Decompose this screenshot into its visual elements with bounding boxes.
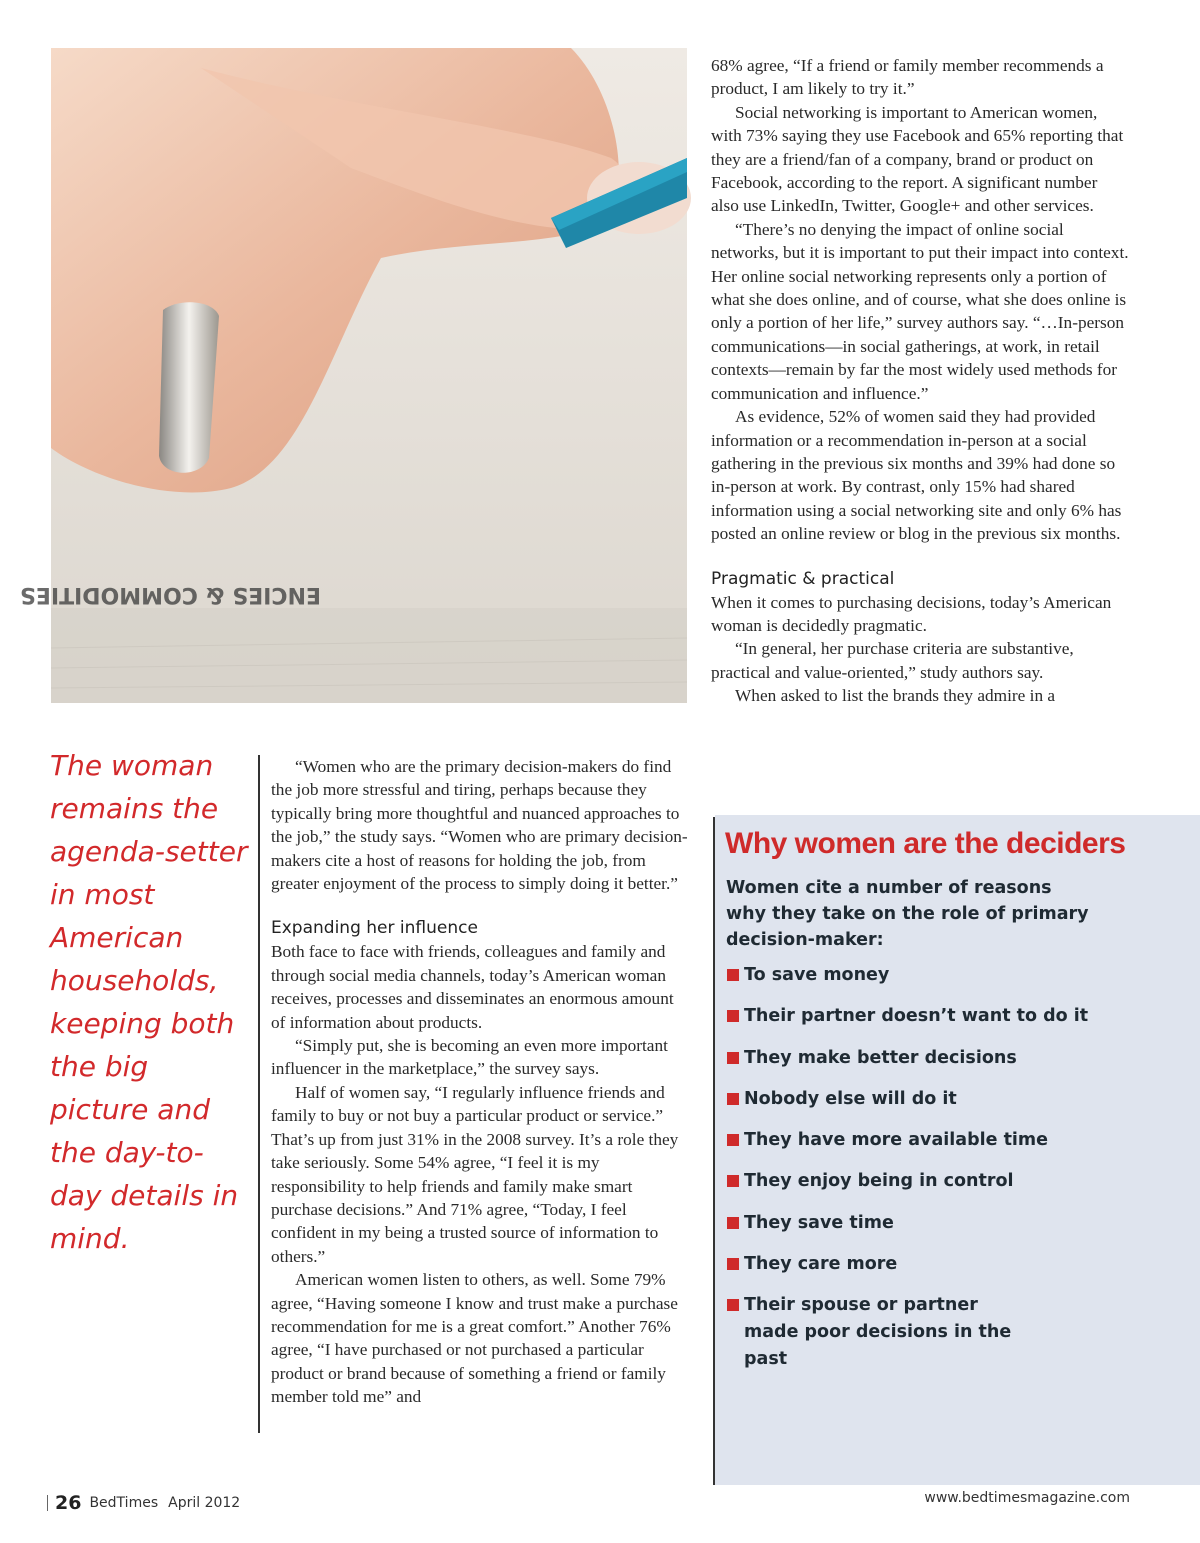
column-divider-left xyxy=(258,755,260,1433)
square-bullet-icon xyxy=(727,969,739,981)
paragraph: Half of women say, “I regularly influence friends and family to buy or not buy a particular product or service.” That’s up from just 31% in the 2008 survey. It’s a role they take seriously. Some 54% agree, “I feel it is my responsibility to help friends and family make smart purchase decisions.” And 71% agree, “Today, I feel confident in my being a trusted source of information to others.” xyxy=(271,1082,679,1266)
paragraph: 68% agree, “If a friend or family member recommends a product, I am likely to try it.” xyxy=(711,56,1104,99)
paragraph: When asked to list the brands they admire in a xyxy=(735,686,1056,706)
reason-text: They save time xyxy=(744,1212,894,1233)
sidebar-title: Why women are the deciders xyxy=(725,827,1126,860)
square-bullet-icon xyxy=(727,1093,739,1105)
square-bullet-icon xyxy=(727,1258,739,1270)
reason-text: They have more available time xyxy=(744,1130,1049,1151)
list-item xyxy=(727,1127,1127,1154)
paragraph: “Simply put, she is becoming an even more important influencer in the marketplace,” the survey says. xyxy=(271,1036,668,1079)
paragraph: Both face to face with friends, colleagues and family and through social media channels, today’s American woman receives, processes and disseminates an enormous amount of information about products. xyxy=(271,942,674,1032)
list-item xyxy=(727,1003,1127,1030)
square-bullet-icon xyxy=(727,1299,739,1311)
reason-text: Nobody else will do it xyxy=(744,1088,957,1109)
pull-quote: The woman remains the agenda-setter in most American households, keeping both the big picture and the day-to-day details in mind. xyxy=(50,749,248,1255)
paragraph: American women listen to others, as well. Some 79% agree, “Having someone I know and trust make a purchase recommendation for me is a great comfort.” Another 76% agree, “I have purchased or not purchased a particular product or brand because of something a friend or family member told me” and xyxy=(271,1270,678,1407)
list-item xyxy=(727,1086,1127,1113)
paper-text: ENCIES & COMMODITIES xyxy=(20,582,321,607)
list-item xyxy=(727,1251,1127,1278)
square-bullet-icon xyxy=(727,1175,739,1187)
list-item xyxy=(727,1292,1034,1373)
square-bullet-icon xyxy=(727,1134,739,1146)
hand-holding-pencil-photo xyxy=(20,48,687,703)
sidebar-box xyxy=(715,815,1200,1485)
reason-text: They make better decisions xyxy=(744,1047,1017,1068)
square-bullet-icon xyxy=(727,1217,739,1229)
paragraph: “In general, her purchase criteria are substantive, practical and value-oriented,” study authors say. xyxy=(711,639,1074,682)
list-item xyxy=(727,1168,1127,1195)
issue-date: April 2012 xyxy=(168,1495,241,1511)
reason-text: To save money xyxy=(744,965,890,985)
reason-text: They enjoy being in control xyxy=(744,1171,1014,1192)
square-bullet-icon xyxy=(727,1010,739,1022)
paragraph: When it comes to purchasing decisions, today’s American woman is decidedly pragmatic. xyxy=(711,592,1112,635)
subhead-expanding-influence: Expanding her influence xyxy=(271,918,478,939)
paragraph: “Women who are the primary decision-makers do find the job more stressful and tiring, perhaps because they typically bring more thoughtful and nuanced approaches to the job,” the study says. “Women who are primary decision-makers cite a host of reasons for holding the job, from greater enjoyment of the process to simply doing it better.” xyxy=(271,757,688,894)
right-column xyxy=(711,54,1129,708)
website-url[interactable]: www.bedtimesmagazine.com xyxy=(924,1490,1130,1506)
list-item xyxy=(727,962,1127,989)
publication-name: BedTimes xyxy=(89,1495,159,1511)
reason-text: Their spouse or partner made poor decisions in the past xyxy=(744,1295,1012,1370)
reasons-list xyxy=(727,962,1127,1388)
sidebar-intro: Women cite a number of reasons why they take on the role of primary decision-maker: xyxy=(726,878,1089,950)
paragraph: As evidence, 52% of women said they had provided information or a recommendation in-person at a social gathering in the previous six months and 39% had done so in-person at work. By contrast, only 15% had shared information using a social networking site and only 6% has posted an online review or blog in the previous six months. xyxy=(711,407,1122,544)
page-number: 26 xyxy=(55,1492,82,1514)
reason-text: They care more xyxy=(744,1254,898,1275)
subhead-pragmatic-practical: Pragmatic & practical xyxy=(711,568,895,589)
square-bullet-icon xyxy=(727,1052,739,1064)
paragraph: Social networking is important to American women, with 73% saying they use Facebook and 65% reporting that they are a friend/fan of a company, brand or product on Facebook, according to the report. A significant number also use LinkedIn, Twitter, Google+ and other services. xyxy=(711,102,1124,216)
photo-illustration xyxy=(20,48,687,703)
list-item xyxy=(727,1210,1127,1237)
middle-column xyxy=(271,755,689,1409)
paragraph: “There’s no denying the impact of online social networks, but it is important to put their impact into context. Her online social networking represents only a portion of what she does online, and of course, what she does online is only a portion of her life,” survey authors say. “…In-person communications—in social gatherings, at work, in retail contexts—remain by far the most widely used methods for communication and influence.” xyxy=(711,219,1129,403)
footer-folio xyxy=(47,1492,240,1514)
list-item xyxy=(727,1045,1127,1072)
footer-divider xyxy=(47,1495,48,1511)
reason-text: Their partner doesn’t want to do it xyxy=(744,1006,1089,1027)
